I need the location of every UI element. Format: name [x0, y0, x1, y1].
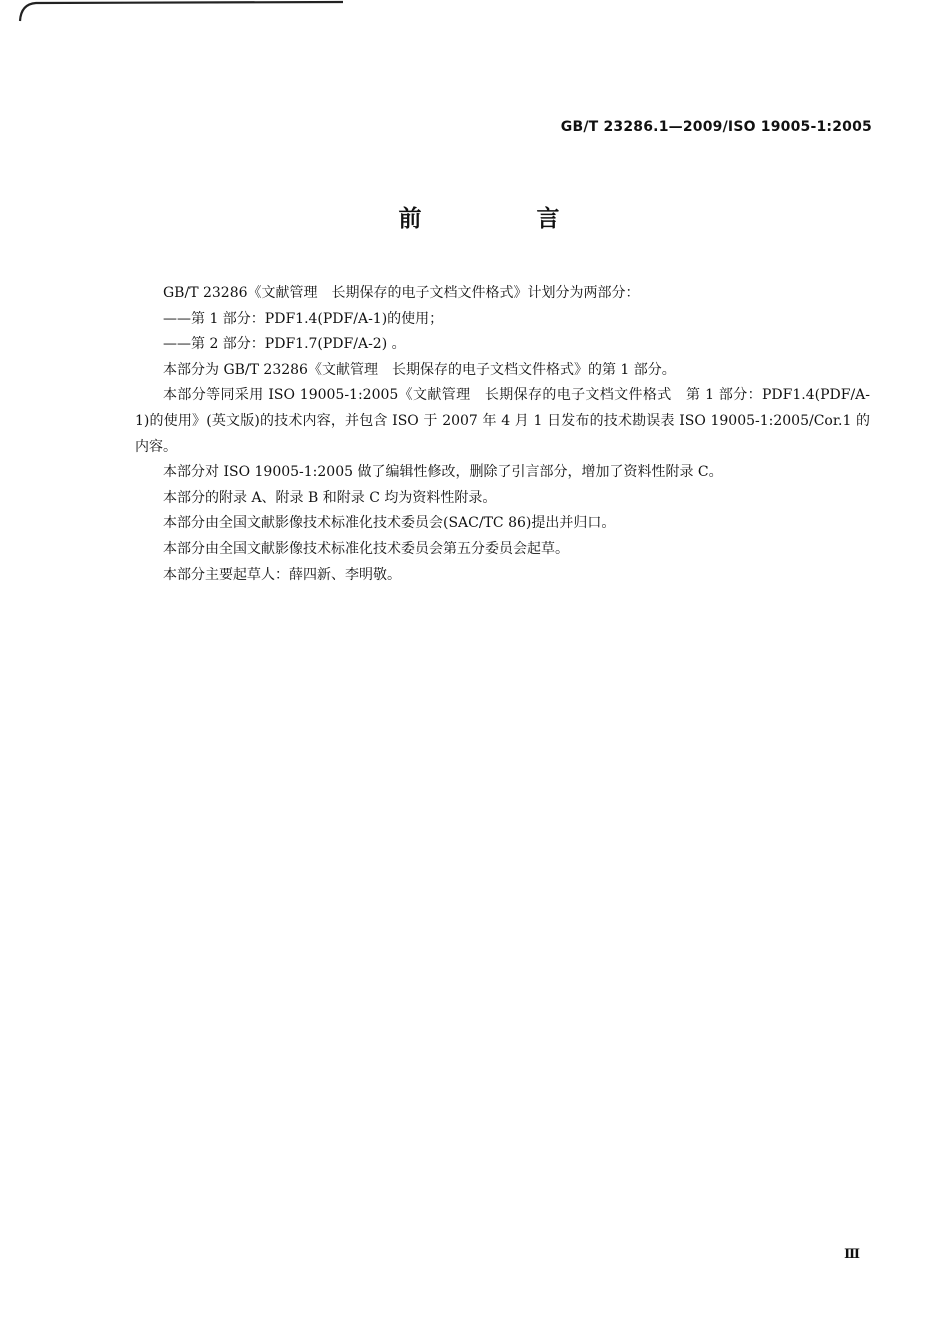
foreword-body [135, 281, 870, 588]
list-item: ——第 2 部分：PDF1.7(PDF/A-2) 。 [163, 336, 406, 353]
paragraph: 本部分由全国文献影像技术标准化技术委员会第五分委员会起草。 [163, 540, 569, 557]
list-item: ——第 1 部分：PDF1.4(PDF/A-1)的使用； [163, 310, 444, 327]
paragraph: 本部分对 ISO 19005-1:2005 做了编辑性修改，删除了引言部分，增加了资料性附录 C。 [163, 464, 723, 481]
standard-code: GB/T 23286.1—2009/ISO 19005-1:2005 [560, 119, 872, 135]
paragraph: 本部分等同采用 ISO 19005-1:2005《文献管理 长期保存的电子文档文件格式 第 1 部分：PDF1.4(PDF/A-1)的使用》(英文版)的技术内容，并包含 ISO 于 2007 年 4 月 1 日发布的技术勘误表 ISO 19005-1:2005/Cor.1 的内容。 [135, 387, 870, 455]
paragraph: 本部分由全国文献影像技术标准化技术委员会(SAC/TC 86)提出并归口。 [163, 515, 616, 532]
page-title: 前 言 [398, 206, 606, 232]
paragraph: 本部分主要起草人：薛四新、李明敬。 [163, 566, 401, 583]
page-number: Ⅲ [844, 1247, 860, 1262]
paragraph: 本部分为 GB/T 23286《文献管理 长期保存的电子文档文件格式》的第 1 部分。 [163, 361, 676, 378]
paragraph: 本部分的附录 A、附录 B 和附录 C 均为资料性附录。 [163, 489, 497, 506]
scan-edge-mark [18, 0, 343, 22]
paragraph: GB/T 23286《文献管理 长期保存的电子文档文件格式》计划分为两部分： [163, 285, 640, 301]
